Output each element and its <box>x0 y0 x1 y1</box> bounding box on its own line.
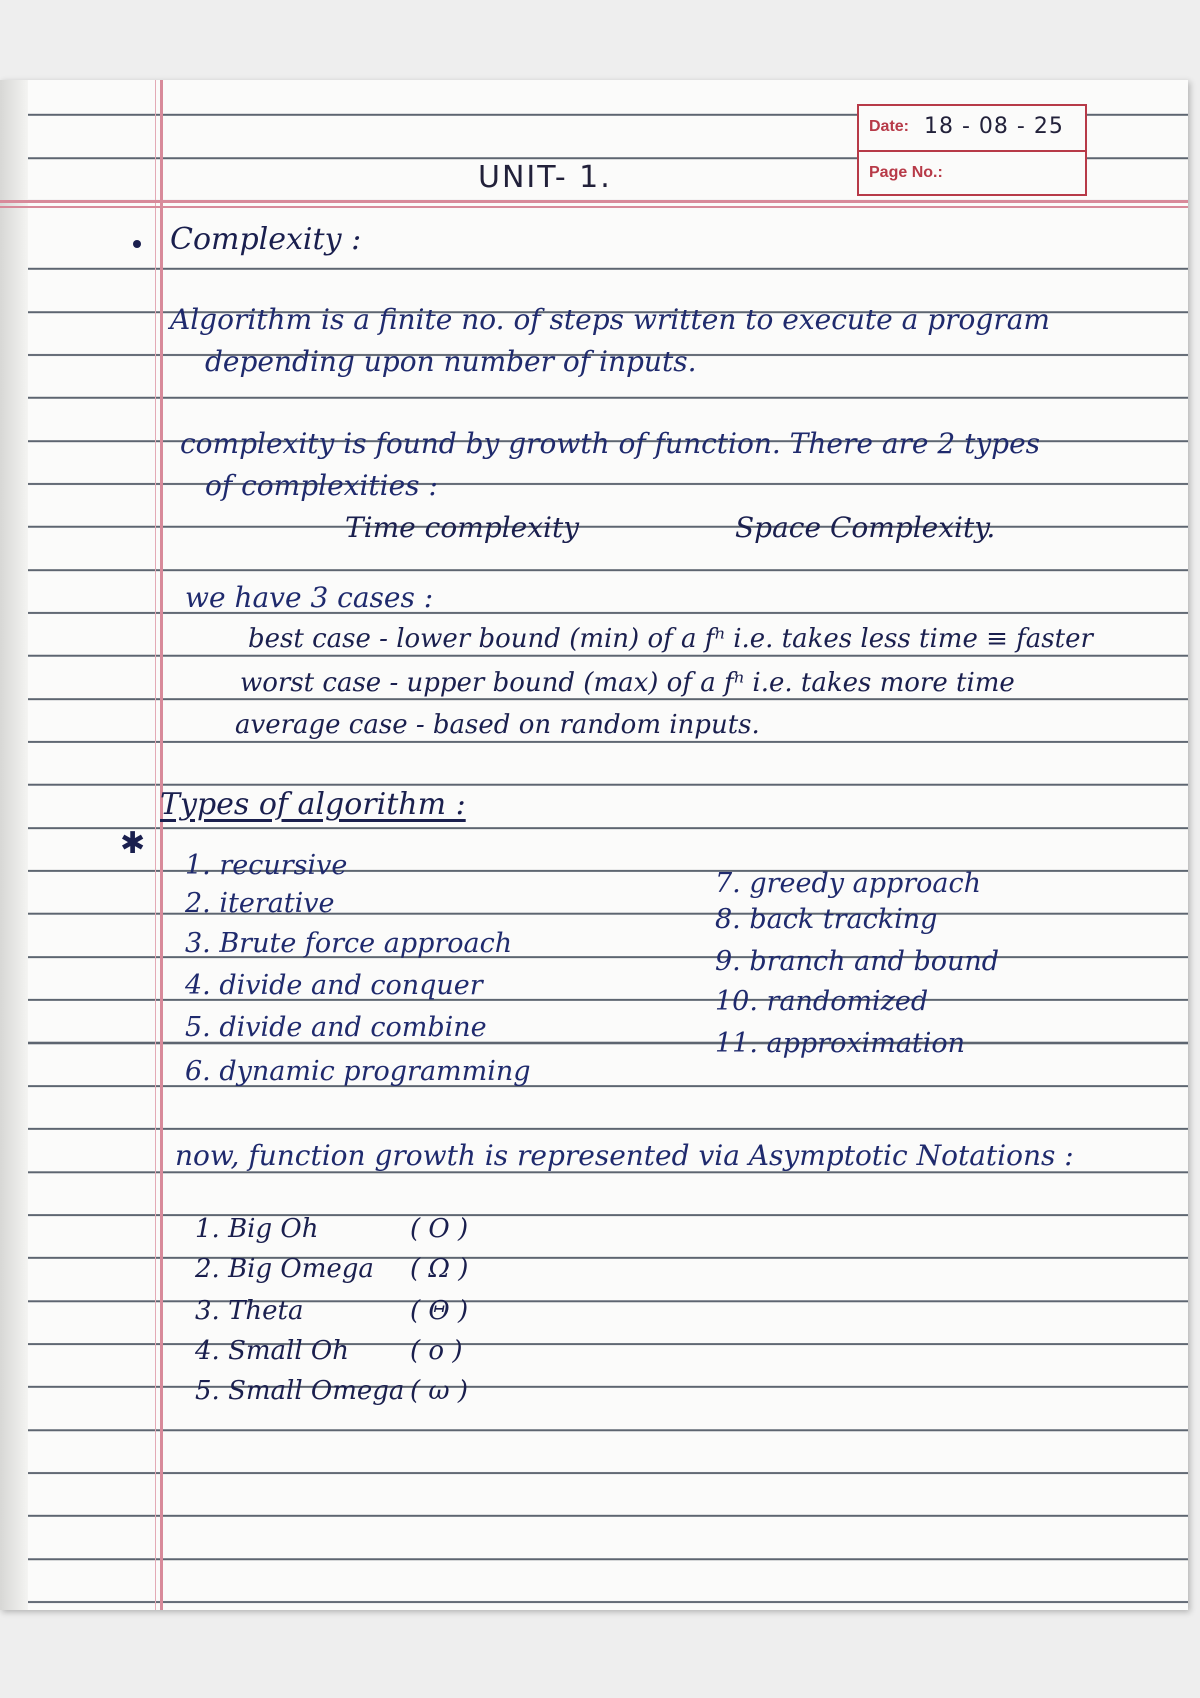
page-title: UNIT- 1. <box>478 160 612 195</box>
notebook-page <box>0 80 1188 1610</box>
type-item: 8. back tracking <box>715 904 938 935</box>
time-complexity: Time complexity <box>345 511 580 544</box>
header-rule <box>0 200 1188 203</box>
type-item: 3. Brute force approach <box>185 928 513 959</box>
types-heading: Types of algorithm : <box>160 787 466 822</box>
star-icon: ✱ <box>120 826 146 861</box>
algorithm-def-line2: depending upon number of inputs. <box>205 345 697 378</box>
type-item: 5. divide and combine <box>185 1012 487 1043</box>
type-item: 4. divide and conquer <box>185 970 483 1001</box>
cases-heading: we have 3 cases : <box>185 581 434 614</box>
notation-symbol: ( Θ ) <box>410 1296 469 1326</box>
type-item: 2. iterative <box>185 888 335 919</box>
page-binding <box>0 80 28 1610</box>
notation-symbol: ( o ) <box>410 1336 463 1366</box>
complexity-line2: of complexities : <box>205 469 438 502</box>
notation-name: 5. Small Omega <box>195 1376 405 1406</box>
type-item: 6. dynamic programming <box>185 1056 531 1087</box>
type-item: 9. branch and bound <box>715 946 1000 977</box>
type-item: 7. greedy approach <box>715 868 982 899</box>
notation-name: 3. Theta <box>195 1296 304 1326</box>
notation-symbol: ( ω ) <box>410 1376 469 1406</box>
growth-line: now, function growth is represented via Asymptotic Notations : <box>175 1139 1074 1172</box>
best-case: best case - lower bound (min) of a fⁿ i.e. takes less time ≡ faster <box>248 624 1093 654</box>
notation-name: 2. Big Omega <box>195 1254 374 1284</box>
page-no-label: Page No.: <box>869 164 943 181</box>
header-rule-secondary <box>0 206 1188 208</box>
algorithm-def-line1: Algorithm is a finite no. of steps written to execute a program <box>170 303 1050 336</box>
notation-name: 4. Small Oh <box>195 1336 349 1366</box>
type-item: 10. randomized <box>715 986 929 1017</box>
space-complexity: Space Complexity. <box>735 511 996 544</box>
date-row <box>859 106 1085 152</box>
margin-line <box>160 80 163 1610</box>
average-case: average case - based on random inputs. <box>235 710 760 740</box>
date-label: Date: <box>869 118 910 135</box>
margin-line-inner <box>155 80 156 1610</box>
type-item: 1. recursive <box>185 850 348 881</box>
notation-name: 1. Big Oh <box>195 1214 319 1244</box>
worst-case: worst case - upper bound (max) of a fⁿ i.e. takes more time <box>240 668 1015 698</box>
date-value: 18 - 08 - 25 <box>924 114 1064 139</box>
complexity-line1: complexity is found by growth of function. There are 2 types <box>180 427 1041 460</box>
complexity-heading: Complexity : <box>170 222 362 257</box>
bullet-icon <box>133 240 141 248</box>
date-box <box>857 104 1087 196</box>
type-item: 11. approximation <box>715 1028 966 1059</box>
page-no-row <box>859 152 1085 196</box>
notation-symbol: ( Ω ) <box>410 1254 469 1284</box>
notation-symbol: ( O ) <box>410 1214 469 1244</box>
